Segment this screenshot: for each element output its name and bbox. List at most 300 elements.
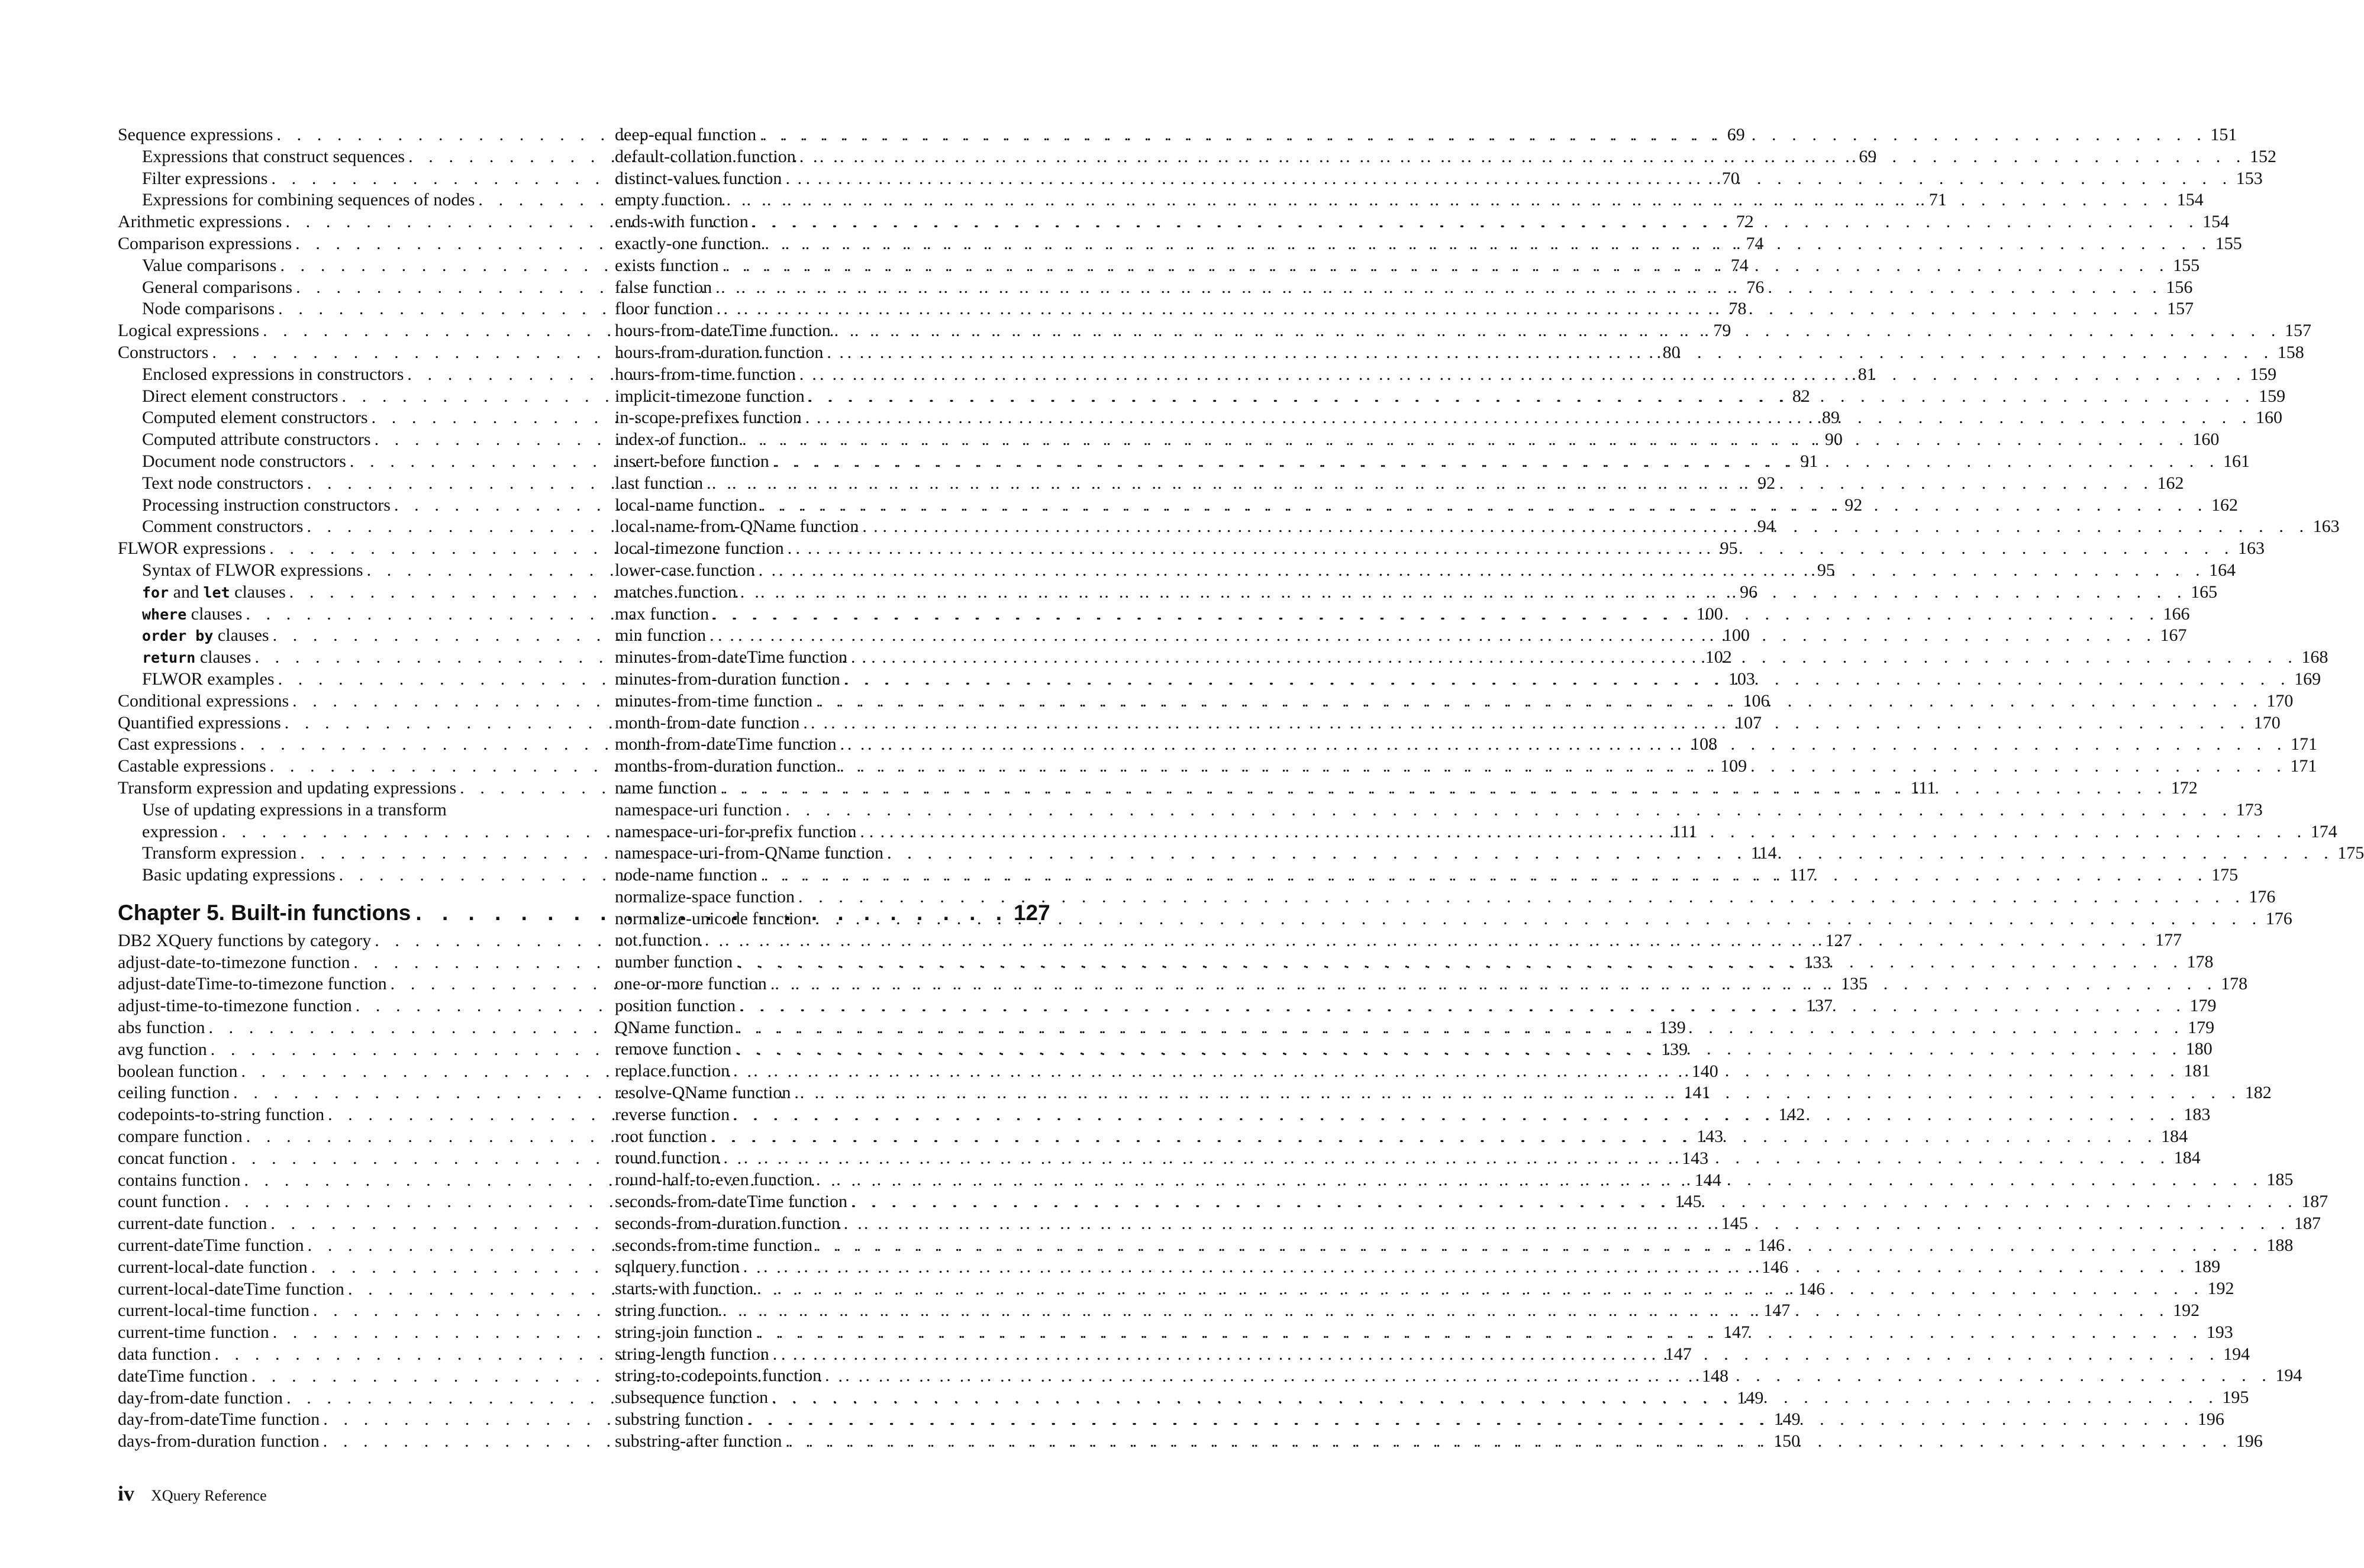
toc-entry-title: days-from-duration function — [118, 1431, 320, 1451]
dot-leader — [834, 320, 2281, 342]
toc-entry-page: 196 — [2197, 1409, 2224, 1430]
toc-entry-title: months-from-duration function — [615, 756, 837, 776]
dot-leader — [765, 233, 2211, 255]
toc-entry-page: 146 — [1757, 1235, 1785, 1256]
toc-entry-title: string function — [615, 1301, 719, 1321]
title-text: clauses — [186, 604, 243, 624]
toc-entry-page: 106 — [1743, 691, 1770, 711]
toc-entry-title: default-collation function — [615, 146, 796, 166]
toc-entry-title: seconds-from-time function — [615, 1235, 813, 1255]
dot-leader — [887, 843, 2334, 864]
dot-leader — [844, 669, 2291, 691]
toc-entry-title: floor function — [615, 299, 713, 319]
toc-entry-title: boolean function — [118, 1061, 238, 1081]
toc-entry-page: 76 — [1746, 277, 1765, 297]
toc-entry-title: not function — [615, 930, 701, 950]
title-text: clauses — [213, 625, 269, 646]
toc-entry-page: 109 — [1720, 756, 1747, 776]
toc-entry-page: 179 — [2189, 995, 2217, 1015]
toc-entry-page: 95 — [1817, 560, 1835, 580]
toc-entry-title: hours-from-dateTime function — [615, 321, 831, 341]
toc-entry-page: 127 — [1825, 930, 1852, 950]
toc-entry-page: 133 — [1804, 952, 1831, 972]
toc-entry-title: current-dateTime function — [118, 1235, 304, 1256]
toc-entry-title: empty function — [615, 190, 723, 210]
toc-entry-title: Transform expression — [142, 843, 297, 863]
toc-entry-page: 143 — [1682, 1148, 1709, 1168]
toc-entry-page: 185 — [2266, 1170, 2294, 1190]
dot-leader — [785, 168, 2232, 190]
toc-entry-title: exists function — [615, 255, 719, 275]
toc-entry-page: 78 — [1728, 299, 1747, 319]
toc-entry-page: 147 — [1723, 1322, 1750, 1343]
toc-entry-page: 91 — [1800, 451, 1818, 471]
dot-leader — [709, 625, 2156, 647]
toc-entry-title: index-of function — [615, 430, 739, 450]
footer-book-title: XQuery Reference — [151, 1487, 267, 1504]
toc-entry-page: 188 — [2266, 1235, 2294, 1255]
toc-entry-page: 172 — [2171, 777, 2198, 798]
dot-leader — [862, 516, 2309, 538]
dot-leader — [723, 255, 2169, 277]
toc-entry-page: 176 — [2249, 886, 2276, 906]
toc-entry-title: max function — [615, 604, 709, 624]
toc-entry-page: 145 — [1721, 1214, 1748, 1234]
toc-entry-page: 165 — [2191, 582, 2218, 602]
toc-entry-title: avg function — [118, 1039, 207, 1059]
toc-entry-title: ends-with function — [615, 212, 749, 232]
toc-entry-page: 108 — [1691, 734, 1718, 754]
dot-leader — [770, 973, 2217, 995]
toc-entry-page: 159 — [2259, 386, 2286, 406]
toc-entry-title — [142, 582, 286, 604]
toc-entry-page: 158 — [2277, 342, 2304, 362]
keyword: order by — [142, 627, 214, 645]
toc-entry-title: Conditional expressions — [118, 691, 289, 711]
dot-leader — [808, 386, 2255, 408]
toc-entry-page: 157 — [2167, 299, 2194, 319]
toc-entry-title: codepoints-to-string function — [118, 1105, 325, 1125]
toc-entry-page: 183 — [2184, 1104, 2211, 1124]
toc-entry-page: 81 — [1857, 364, 1876, 384]
toc-entry-title: expression — [142, 821, 218, 841]
toc-entry-title: last function — [615, 473, 704, 493]
dot-leader — [723, 1300, 2169, 1322]
toc-entry-title: count function — [118, 1192, 221, 1212]
toc-entry-page: 140 — [1691, 1061, 1718, 1081]
toc-entry-page: 169 — [2294, 669, 2321, 689]
toc-entry-title: current-local-dateTime function — [118, 1279, 344, 1299]
toc-entry-title: normalize-unicode function — [615, 908, 812, 928]
toc-entry-title: month-from-date function — [615, 712, 800, 733]
toc-entry-page: 155 — [2215, 233, 2242, 253]
toc-entry-page: 69 — [1727, 125, 1745, 144]
toc-entry-title: substring function — [615, 1409, 744, 1430]
toc-entry-page: 95 — [1720, 538, 1738, 559]
toc-entry-title: distinct-values function — [615, 168, 782, 188]
toc-entry-page: 141 — [1683, 1083, 1711, 1103]
dot-leader — [803, 712, 2250, 734]
toc-entry-title: dateTime function — [118, 1366, 248, 1386]
toc-entry-title: node-name function — [615, 865, 757, 885]
dot-leader — [788, 538, 2234, 560]
toc-entry-title: one-or-more function — [615, 974, 767, 994]
dot-leader — [717, 298, 2163, 320]
toc-entry-title: implicit-timezone function — [615, 386, 805, 406]
toc-entry-page: 100 — [1696, 604, 1723, 624]
toc-entry-page: 192 — [2173, 1301, 2200, 1321]
toc-entry-page: 117 — [1789, 865, 1815, 885]
toc-entry-page: 139 — [1659, 1018, 1686, 1038]
dot-leader — [840, 756, 2286, 777]
dot-leader — [726, 189, 2173, 211]
toc-entry-title: compare function — [118, 1127, 243, 1147]
toc-entry-title: Filter expressions — [142, 168, 268, 188]
toc-entry-title: false function — [615, 277, 712, 297]
toc-entry-page: 160 — [2192, 430, 2220, 450]
toc-entry-page: 150 — [1773, 1431, 1801, 1451]
toc-entry-title: string-join function — [615, 1322, 753, 1342]
toc-entry-page: 194 — [2223, 1344, 2250, 1364]
dot-leader — [761, 495, 2208, 517]
toc-entry-page: 163 — [2313, 517, 2340, 537]
dot-leader — [760, 124, 2207, 146]
toc-entry-title: min function — [615, 625, 707, 646]
toc-entry-title: string-to-codepoints function — [615, 1366, 822, 1386]
toc-entry-title: round function — [615, 1148, 720, 1168]
toc-entry-page: 148 — [1702, 1366, 1729, 1386]
toc-entry-title: concat function — [118, 1148, 228, 1168]
toc-entry-page: 175 — [2337, 843, 2364, 863]
toc-entry-title: day-from-date function — [118, 1388, 283, 1408]
toc-entry-page: 79 — [1713, 321, 1731, 341]
toc-entry-title: Expressions that construct sequences — [142, 146, 405, 166]
toc-entry-page: 154 — [2202, 212, 2230, 232]
toc-entry-title: data function — [118, 1344, 211, 1364]
toc-entry-page: 157 — [2284, 321, 2311, 341]
toc-entry-title: sqlquery function — [615, 1257, 740, 1277]
toc-entry-page: 82 — [1792, 386, 1810, 406]
dot-leader — [707, 473, 2153, 495]
toc-entry-title: FLWOR expressions — [118, 538, 266, 559]
dot-leader — [816, 691, 2263, 712]
dot-leader — [715, 277, 2162, 299]
toc-entry-page: 166 — [2163, 604, 2190, 624]
toc-entry-page: 160 — [2256, 408, 2283, 428]
toc-entry-page: 144 — [1694, 1170, 1721, 1190]
toc-entry-title: normalize-space function — [615, 886, 795, 906]
toc-entry-title: Comparison expressions — [118, 233, 292, 253]
toc-entry-page: 96 — [1740, 582, 1758, 602]
dot-leader — [851, 647, 2298, 669]
dot-leader — [844, 1213, 2291, 1235]
dot-leader — [815, 908, 2262, 930]
toc-entry-page: 179 — [2188, 1017, 2215, 1037]
toc-entry-title: exactly-one function — [615, 233, 762, 253]
toc-entry-title: substring-after function — [615, 1431, 782, 1451]
toc-entry-page: 74 — [1730, 255, 1749, 275]
toc-entry-page: 193 — [2206, 1322, 2233, 1342]
toc-entry-title — [142, 647, 251, 669]
toc-entry-title: starts-with function — [615, 1279, 754, 1299]
toc-entry-page: 154 — [2176, 190, 2204, 210]
toc-entry-page: 171 — [2290, 734, 2317, 754]
dot-leader — [785, 799, 2232, 821]
toc-entry-page: 153 — [2236, 168, 2263, 188]
keyword: where — [142, 605, 187, 623]
toc-entry-page: 168 — [2301, 647, 2328, 667]
toc-entry-page: 184 — [2173, 1148, 2201, 1168]
toc-entry-multiline[interactable] — [118, 799, 568, 821]
toc-entry-title: namespace-uri function — [615, 799, 782, 820]
toc-entry-page: 187 — [2301, 1192, 2328, 1212]
toc-entry-title: Processing instruction constructors — [142, 495, 391, 515]
toc-entry-title: adjust-dateTime-to-timezone function — [118, 974, 387, 994]
toc-entry-page: 181 — [2184, 1061, 2211, 1081]
toc-entry-title: Cast expressions — [118, 734, 237, 754]
toc-entry-title: Text node constructors — [142, 473, 304, 493]
dot-leader — [799, 364, 2246, 386]
toc-entry-page: 173 — [2236, 799, 2263, 820]
toc-entry-title — [142, 604, 242, 626]
toc-entry-page: 178 — [2221, 974, 2248, 994]
toc-entry-page: 180 — [2185, 1039, 2213, 1059]
toc-entry-page: 156 — [2166, 277, 2193, 297]
toc-entry-page: 90 — [1824, 430, 1843, 450]
toc-entry-title: insert-before function — [615, 451, 769, 471]
toc-entry-page: 102 — [1705, 647, 1732, 667]
chapter-title: Chapter 5. Built-in functions — [118, 900, 411, 925]
toc-entry-page: 163 — [2238, 538, 2265, 559]
dot-leader — [825, 1365, 2272, 1387]
toc-entry-title: seconds-from-dateTime function — [615, 1192, 847, 1212]
dot-leader — [733, 1104, 2180, 1126]
toc-entry-page: 187 — [2294, 1213, 2321, 1233]
toc-entry-page: 103 — [1728, 669, 1755, 689]
toc-entry-page: 142 — [1778, 1105, 1805, 1125]
dot-leader — [736, 951, 2183, 973]
toc-entry-page: 175 — [2211, 865, 2239, 885]
toc-entry-page: 80 — [1662, 342, 1681, 362]
toc-entry-title: minutes-from-duration function — [615, 669, 840, 689]
dot-leader — [761, 864, 2208, 886]
toc-entry-page: 146 — [1798, 1279, 1826, 1299]
toc-entry-title — [142, 625, 269, 647]
toc-entry-title: Castable expressions — [118, 756, 266, 776]
toc-entry-title: replace function — [615, 1061, 730, 1081]
title-text: clauses — [195, 647, 251, 667]
toc-entry-title: Comment constructors — [142, 517, 304, 537]
toc-entry-page: 152 — [2250, 146, 2277, 166]
footer-page-number: iv — [118, 1482, 135, 1505]
toc-entry-title: Node comparisons — [142, 299, 275, 319]
dot-leader — [735, 1038, 2182, 1060]
toc-entry-title: Basic updating expressions — [142, 865, 336, 885]
toc-entry-page: 151 — [2210, 125, 2237, 144]
toc-entry-page: 167 — [2160, 625, 2187, 646]
toc-entry-page: 72 — [1736, 212, 1754, 232]
dot-leader — [794, 1082, 2241, 1104]
toc-entry-page: 171 — [2290, 756, 2317, 776]
toc-entry-title: adjust-date-to-timezone function — [118, 952, 350, 972]
toc-entry-page: 174 — [2310, 821, 2337, 841]
toc-entry-title: General comparisons — [142, 277, 293, 297]
toc-entry-title: Direct element constructors — [142, 386, 338, 406]
toc-entry-title: adjust-time-to-timezone function — [118, 996, 352, 1016]
toc-entry-title: Use of updating expressions in a transform — [142, 799, 447, 820]
toc-entry-page: 196 — [2236, 1431, 2263, 1451]
toc-entry-title: deep-equal function — [615, 125, 757, 144]
toc-entry-page: 100 — [1723, 625, 1750, 646]
chapter-page: 127 — [1013, 900, 1050, 925]
toc-entry-page: 189 — [2194, 1257, 2221, 1277]
toc-entry-page: 107 — [1735, 712, 1762, 733]
toc-entry-page: 192 — [2207, 1279, 2234, 1299]
toc-entry-page: 74 — [1746, 233, 1764, 253]
toc-entry-title: current-date function — [118, 1214, 267, 1234]
toc-entry-page: 170 — [2253, 712, 2281, 733]
toc-entry[interactable] — [615, 886, 2276, 908]
dot-leader — [711, 1126, 2157, 1148]
toc-entry-page: 178 — [2186, 952, 2214, 972]
toc-entry-title: current-local-time function — [118, 1301, 310, 1321]
dot-leader — [816, 1169, 2263, 1191]
dot-leader — [816, 1235, 2263, 1257]
toc-entry-title: DB2 XQuery functions by category — [118, 930, 372, 950]
dot-leader — [737, 1017, 2184, 1039]
toc-entry-title: Arithmetic expressions — [118, 212, 282, 232]
toc-entry-page: 184 — [2161, 1126, 2188, 1146]
toc-entry-title: QName function — [615, 1017, 734, 1037]
toc-entry-page: 145 — [1675, 1192, 1702, 1212]
toc-entry-page: 162 — [2211, 495, 2239, 515]
toc-entry-page: 111 — [1672, 821, 1698, 841]
toc-entry-title: minutes-from-dateTime function — [615, 647, 847, 667]
toc-entry-title: Constructors — [118, 342, 209, 362]
toc-entry-title: matches function — [615, 582, 737, 602]
toc-entry-title: Logical expressions — [118, 321, 260, 341]
dot-leader — [756, 1322, 2202, 1344]
toc-entry-page: 159 — [2250, 364, 2277, 384]
dot-leader — [827, 342, 2273, 364]
toc-entry-title: Transform expression and updating expressions — [118, 777, 457, 798]
dot-leader — [705, 930, 2152, 951]
toc-entry-title: reverse function — [615, 1104, 730, 1124]
toc-entry-page: 70 — [1721, 168, 1740, 188]
title-text: clauses — [230, 582, 286, 602]
toc-entry-title: Computed element constructors — [142, 408, 368, 428]
toc-entry-title: Quantified expressions — [118, 712, 281, 733]
toc-entry-title: number function — [615, 952, 733, 972]
keyword: let — [203, 583, 230, 601]
toc-entry-title: seconds-from-duration function — [615, 1213, 840, 1233]
dot-leader — [747, 1409, 2194, 1431]
toc-entry[interactable] — [615, 799, 2263, 821]
toc-entry-title: local-timezone function — [615, 538, 784, 559]
dot-leader — [773, 1344, 2220, 1366]
toc-entry[interactable] — [615, 908, 2292, 930]
toc-entry-title: Value comparisons — [142, 255, 277, 275]
toc-entry-title: namespace-uri-for-prefix function — [615, 821, 857, 841]
toc-entry-page: 89 — [1821, 408, 1840, 428]
page-footer — [118, 1481, 267, 1506]
toc-entry-title: Computed attribute constructors — [142, 430, 371, 450]
toc-entry-title: lower-case function — [615, 560, 755, 580]
dot-leader — [712, 604, 2159, 625]
dot-leader — [752, 211, 2199, 233]
toc-entry-title: round-half-to-even function — [615, 1170, 813, 1190]
toc-entry-page: 69 — [1859, 146, 1877, 166]
dot-leader — [840, 734, 2287, 756]
toc-entry-title: hours-from-time function — [615, 364, 796, 384]
dot-leader — [798, 886, 2245, 908]
dot-leader — [740, 582, 2187, 604]
title-text: and — [169, 582, 204, 602]
toc-entry-title: Enclosed expressions in constructors — [142, 364, 404, 384]
toc-entry-title: local-name-from-QName function — [615, 517, 859, 537]
toc-entry-title: name function — [615, 777, 717, 798]
toc-entry-title: current-local-date function — [118, 1257, 308, 1277]
dot-leader — [757, 1278, 2204, 1300]
dot-leader — [799, 146, 2246, 168]
toc-entry-page: 135 — [1840, 974, 1868, 994]
dot-leader — [785, 1431, 2232, 1453]
toc-entry-page: 139 — [1661, 1039, 1688, 1059]
toc-entry-page: 194 — [2275, 1366, 2302, 1386]
dot-leader — [743, 1256, 2190, 1278]
toc-entry-page: 170 — [2266, 691, 2294, 711]
toc-entry-title: current-time function — [118, 1322, 269, 1343]
toc-entry-page: 162 — [2157, 473, 2184, 493]
keyword: return — [142, 649, 196, 667]
toc-entry-title: abs function — [118, 1018, 205, 1038]
toc-entry-title: Expressions for combining sequences of nodes — [142, 190, 475, 210]
dot-leader — [739, 995, 2186, 1017]
toc-entry-title: Document node constructors — [142, 451, 346, 471]
toc-entry-page: 146 — [1761, 1257, 1788, 1277]
toc-entry-title: root function — [615, 1126, 707, 1146]
toc-entry-title: position function — [615, 995, 736, 1015]
toc-entry-page: 177 — [2155, 930, 2182, 950]
dot-leader — [733, 1060, 2180, 1082]
toc-entry-title: month-from-dateTime function — [615, 734, 837, 754]
toc-entry-page: 92 — [1757, 473, 1776, 493]
toc-entry-title: resolve-QName function — [615, 1083, 791, 1103]
toc-entry-page: 147 — [1763, 1301, 1791, 1321]
toc-entry-page: 164 — [2209, 560, 2236, 580]
toc-entry-title: Syntax of FLWOR expressions — [142, 560, 363, 580]
keyword: for — [142, 583, 169, 601]
dot-leader — [742, 429, 2189, 451]
toc-entry-title: minutes-from-time function — [615, 691, 813, 711]
toc-entry-page: 71 — [1928, 190, 1947, 210]
toc-entry-page: 143 — [1697, 1127, 1724, 1147]
toc-entry-page: 155 — [2173, 255, 2200, 275]
dot-leader — [805, 407, 2252, 429]
toc-entry-title: contains function — [118, 1170, 241, 1190]
toc-entry-page: 92 — [1844, 495, 1863, 515]
toc-entry-title: Sequence expressions — [118, 125, 273, 144]
toc-entry-page: 195 — [2222, 1388, 2249, 1408]
toc-entry-page: 176 — [2265, 908, 2292, 928]
toc-entry-page: 137 — [1806, 996, 1833, 1016]
toc-entry-page: 149 — [1773, 1409, 1801, 1430]
toc-entry-title: namespace-uri-from-QName function — [615, 843, 883, 863]
dot-leader — [723, 1147, 2170, 1169]
toc-entry-page: 149 — [1737, 1388, 1764, 1408]
toc-entry-title: FLWOR examples — [142, 669, 275, 689]
toc-entry-title: day-from-dateTime function — [118, 1409, 320, 1430]
